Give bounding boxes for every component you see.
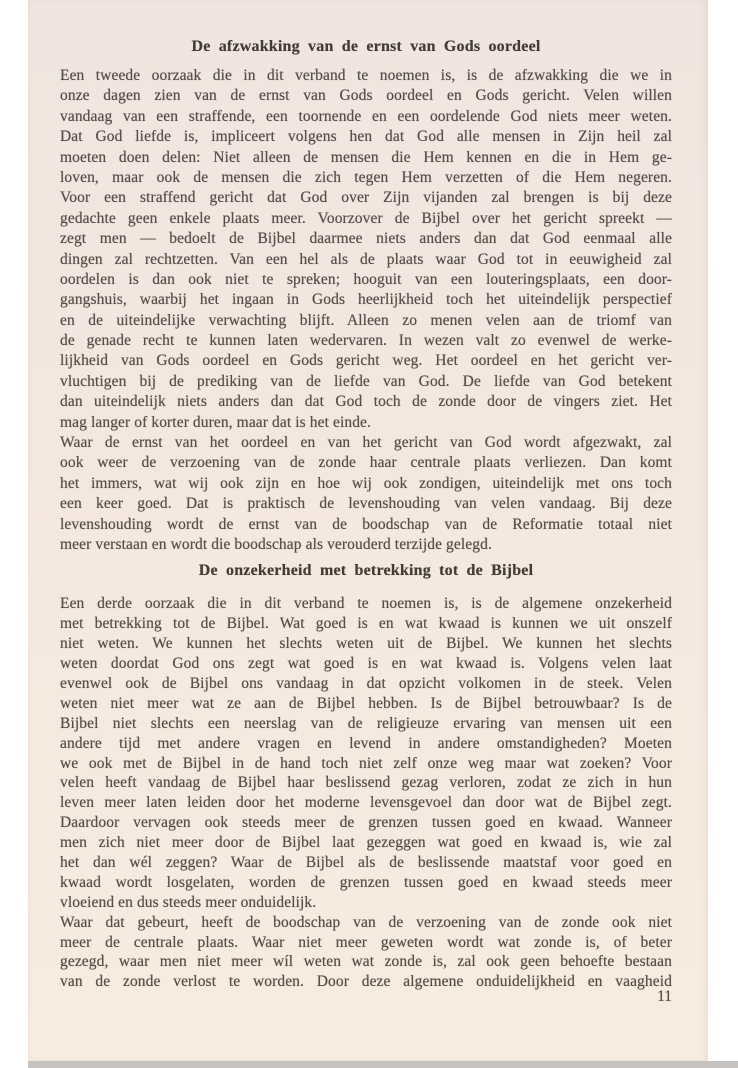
text-line: gangshuis, waarbij het ingaan in Gods heerlijkheid toch het uiteindelijk perspectief: [60, 291, 672, 309]
text-line: Daardoor vervagen ook steeds meer de grenzen tussen goed en kwaad. Wanneer: [60, 814, 672, 832]
text-line: onze dagen zien van de ernst van Gods oordeel en Gods gericht. Velen willen: [60, 87, 672, 105]
text-line: moeten doen delen: Niet alleen de mensen die Hem kennen en die in Hem ge-: [60, 148, 672, 166]
text-line: meer verstaan en wordt die boodschap als verouderd terzijde gelegd.: [60, 535, 492, 553]
text-line: het dan wél zeggen? Waar de Bijbel als de beslissende maatstaf voor goed en: [60, 853, 672, 871]
text-line: meer de centrale plaats. Waar niet meer geweten wordt wat zonde is, of beter: [60, 933, 672, 951]
text-line: Waar dat gebeurt, heeft de boodschap van de verzoening van de zonde ook niet: [60, 913, 672, 931]
text-line: kwaad wordt losgelaten, worden de grenzen tussen goed en kwaad steeds meer: [60, 873, 672, 891]
text-line: mag langer of korter duren, maar dat is het einde.: [60, 413, 372, 431]
section: [28, 37, 708, 555]
text-line: loven, maar ook de mensen die zich tegen Hem verzetten of die Hem negeren.: [60, 168, 672, 186]
text-line: vloeiend en dus steeds meer onduidelijk.: [60, 893, 317, 911]
section-body: [60, 594, 672, 992]
scan-bottom-edge: [28, 1061, 738, 1068]
text-line: het immers, wat wij ook zijn en hoe wij ook zondigen, uiteindelijk met ons toch: [60, 474, 672, 492]
text-line: Bijbel niet slechts een neerslag van de religieuze ervaring van mensen uit een: [60, 714, 672, 732]
text-line: de genade recht te kunnen laten wedervaren. In wezen valt zo evenwel de werke-: [60, 332, 672, 350]
text-line: Waar de ernst van het oordeel en van het gericht van God wordt afgezwakt, zal: [60, 434, 672, 452]
text-line: niet weten. We kunnen het slechts weten uit de Bijbel. We kunnen het slechts: [60, 635, 672, 653]
section-heading: De afzwakking van de ernst van Gods oordeel: [191, 38, 541, 55]
text-line: andere tijd met andere vragen en levend in andere omstandigheden? Moeten: [60, 734, 672, 752]
section-body: [60, 66, 672, 555]
text-line: weten niet meer wat ze aan de Bijbel hebben. Is de Bijbel betrouwbaar? Is de: [60, 694, 672, 712]
text-line: vandaag van een straffende, een toornende en een oordelende God niets meer weten.: [60, 107, 672, 125]
text-line: gezegd, waar men niet meer wíl weten wat zonde is, zal ook geen behoefte bestaan: [60, 953, 672, 971]
text-line: vluchtigen bij de prediking van de liefde van God. De liefde van God betekent: [60, 372, 672, 390]
text-line: men zich niet meer door de Bijbel laat gezeggen wat goed en kwaad is, wie zal: [60, 834, 672, 852]
text-line: dan uiteindelijk niets anders dan dat God toch de zonde door de vingers ziet. Het: [60, 393, 672, 411]
text-line: ook weer de verzoening van de zonde haar centrale plaats verliezen. Dan komt: [60, 454, 672, 472]
section-heading: De onzekerheid met betrekking tot de Bijbel: [198, 562, 534, 580]
page-content: [28, 0, 708, 1061]
page-number: 11: [657, 988, 672, 1005]
text-line: we ook met de Bijbel in de hand toch niet zelf onze weg maar wat zoeken? Voor: [60, 754, 672, 772]
text-line: levenshouding wordt de ernst van de boodschap van de Reformatie totaal niet: [60, 515, 672, 533]
text-line: velen heeft vandaag de Bijbel haar beslissend gezag verloren, zodat ze zich in hun: [60, 774, 672, 792]
section: [28, 561, 708, 992]
text-line: lijkheid van Gods oordeel en Gods gericht weg. Het oordeel en het gericht ver-: [60, 352, 672, 370]
text-line: leven meer laten leiden door het moderne levensgevoel dan door wat de Bijbel zegt.: [60, 794, 672, 812]
text-line: Voor een straffend gericht dat God over Zijn vijanden zal brengen is bij deze: [60, 189, 672, 207]
text-line: evenwel ook de Bijbel ons vandaag in dat opzicht volkomen in de steek. Velen: [60, 674, 672, 692]
text-line: Een derde oorzaak die in dit verband te noemen is, is de algemene onzekerheid: [60, 595, 672, 613]
text-line: weten doordat God ons zegt wat goed is en wat kwaad is. Volgens velen laat: [60, 655, 672, 673]
text-line: Een tweede oorzaak die in dit verband te noemen is, is de afzwakking die we in: [60, 67, 672, 84]
text-line: gedachte geen enkele plaats meer. Voorzover de Bijbel over het gericht spreekt —: [60, 209, 672, 227]
text-line: een keer goed. Dat is praktisch de levenshouding van velen vandaag. Bij deze: [60, 495, 672, 513]
text-line: Dat God liefde is, impliceert volgens hen dat God alle mensen in Zijn heil zal: [60, 128, 672, 146]
text-line: dingen zal rechtzetten. Van een hel als de plaats waar God tot in eeuwigheid zal: [60, 250, 672, 268]
text-line: en de uiteindelijke verwachting blijft. Alleen zo menen velen aan de triomf van: [60, 311, 672, 329]
text-line: van de zonde verlost te worden. Door deze algemene onduidelijkheid en vaagheid: [60, 973, 672, 991]
text-line: oordelen is dan ook niet te spreken; hooguit van een louteringsplaats, een door-: [60, 270, 672, 288]
text-line: zegt men — bedoelt de Bijbel daarmee niets anders dan dat God eenmaal alle: [60, 230, 672, 248]
text-line: met betrekking tot de Bijbel. Wat goed is en wat kwaad is kunnen we uit onszelf: [60, 615, 672, 633]
book-page: [28, 0, 708, 1061]
